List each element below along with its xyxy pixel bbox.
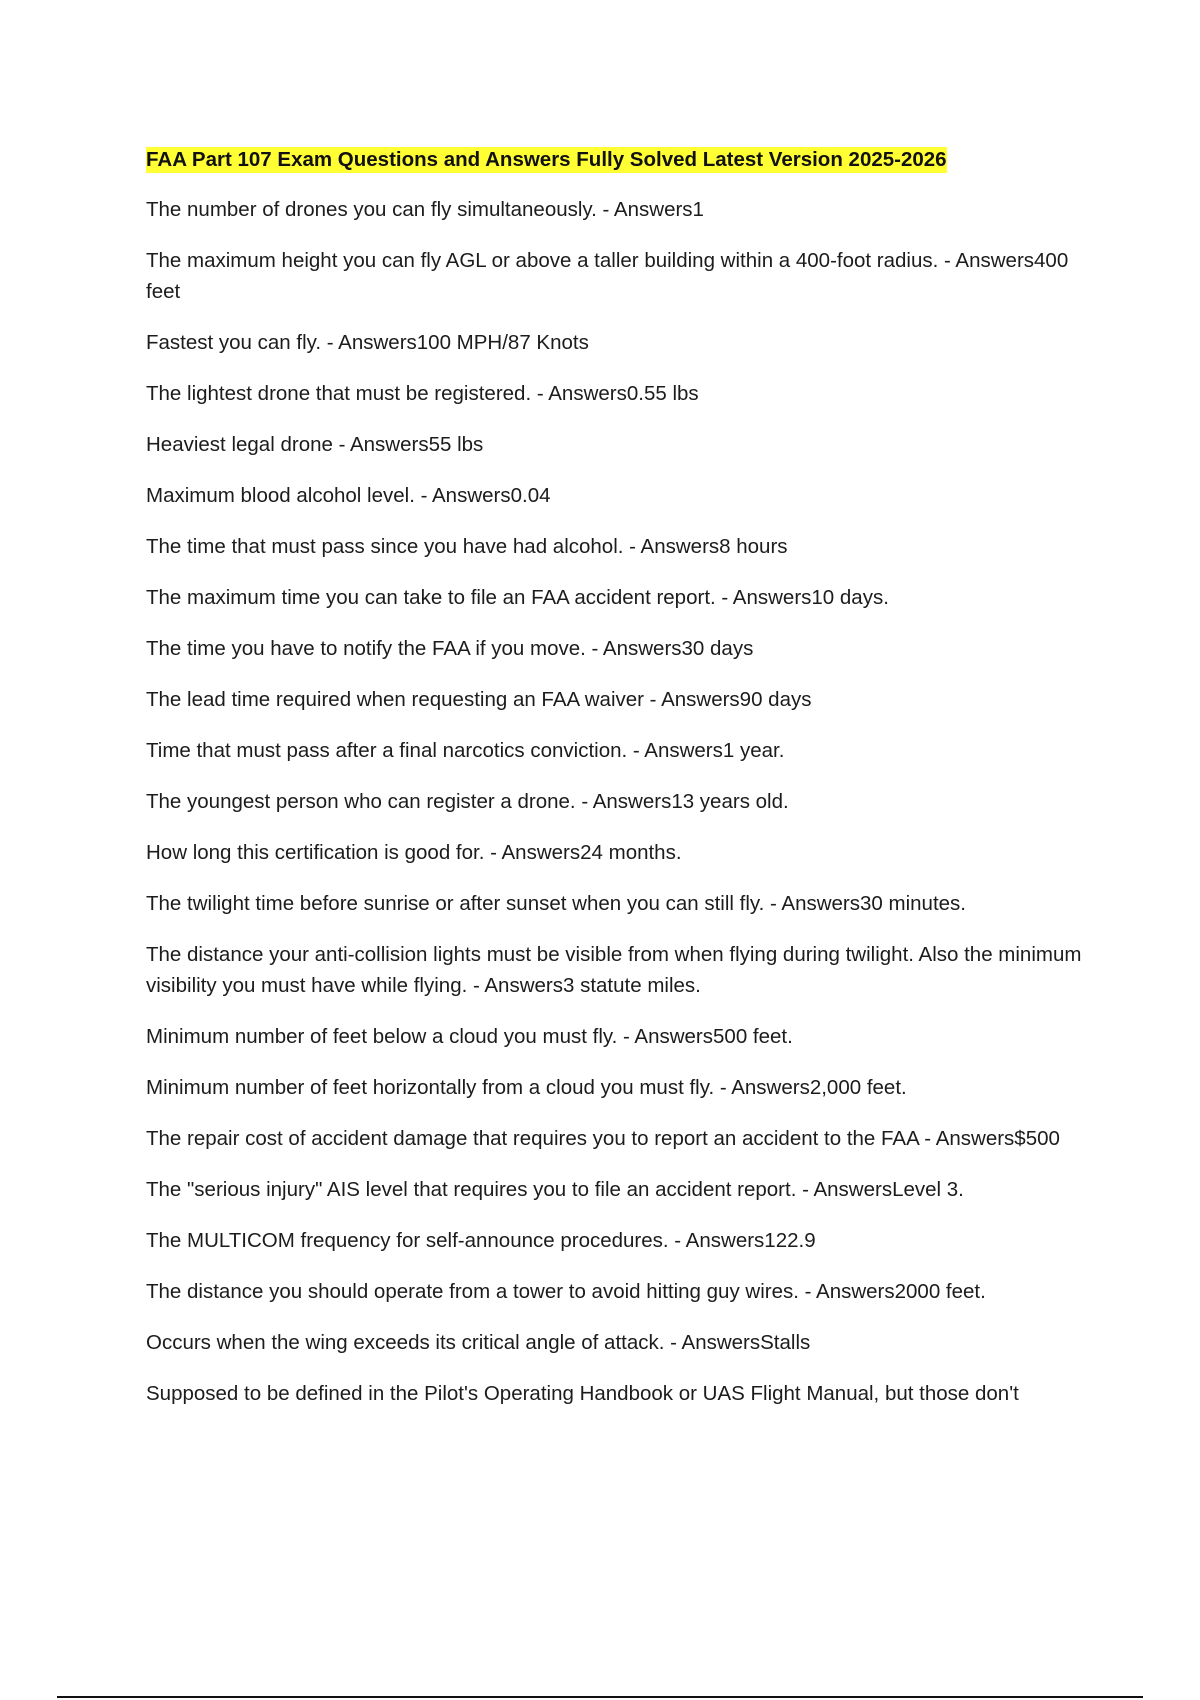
qa-item: Occurs when the wing exceeds its critical angle of attack. - AnswersStalls <box>146 1331 811 1354</box>
qa-item: The MULTICOM frequency for self-announce procedures. - Answers122.9 <box>146 1229 816 1252</box>
qa-item: The lightest drone that must be registered. - Answers0.55 lbs <box>146 382 699 405</box>
qa-item: The number of drones you can fly simultaneously. - Answers1 <box>146 198 704 221</box>
qa-item: Fastest you can fly. - Answers100 MPH/87 Knots <box>146 331 589 354</box>
qa-item: The maximum time you can take to file an FAA accident report. - Answers10 days. <box>146 586 889 609</box>
qa-list <box>146 194 1086 1409</box>
qa-item: Maximum blood alcohol level. - Answers0.04 <box>146 484 551 507</box>
qa-item: The time you have to notify the FAA if you move. - Answers30 days <box>146 637 754 660</box>
qa-item: The time that must pass since you have had alcohol. - Answers8 hours <box>146 535 788 558</box>
document-body <box>146 145 1086 1429</box>
footer-rule <box>57 1696 1143 1698</box>
qa-item: The "serious injury" AIS level that requires you to file an accident report. - AnswersLevel 3. <box>146 1178 964 1201</box>
qa-item: The maximum height you can fly AGL or above a taller building within a 400-foot radius. - Answers400 feet <box>146 249 1069 303</box>
qa-item: The lead time required when requesting an FAA waiver - Answers90 days <box>146 688 812 711</box>
qa-item: Heaviest legal drone - Answers55 lbs <box>146 433 484 456</box>
qa-item: The twilight time before sunrise or after sunset when you can still fly. - Answers30 minutes. <box>146 892 966 915</box>
qa-item: Supposed to be defined in the Pilot's Operating Handbook or UAS Flight Manual, but those don't <box>146 1382 1019 1405</box>
qa-item: Time that must pass after a final narcotics conviction. - Answers1 year. <box>146 739 785 762</box>
qa-item: The distance you should operate from a tower to avoid hitting guy wires. - Answers2000 feet. <box>146 1280 986 1303</box>
document-title: FAA Part 107 Exam Questions and Answers Fully Solved Latest Version 2025-2026 <box>146 148 947 171</box>
qa-item: The youngest person who can register a drone. - Answers13 years old. <box>146 790 789 813</box>
qa-item: Minimum number of feet below a cloud you must fly. - Answers500 feet. <box>146 1025 793 1048</box>
qa-item: The distance your anti-collision lights must be visible from when flying during twilight. Also the minimum visibility you must have while flying. - Answers3 statute miles. <box>146 943 1082 997</box>
qa-item: Minimum number of feet horizontally from a cloud you must fly. - Answers2,000 feet. <box>146 1076 907 1099</box>
title-container <box>146 145 1086 175</box>
qa-item: The repair cost of accident damage that requires you to report an accident to the FAA - Answers$500 <box>146 1127 1060 1150</box>
qa-item: How long this certification is good for. - Answers24 months. <box>146 841 682 864</box>
